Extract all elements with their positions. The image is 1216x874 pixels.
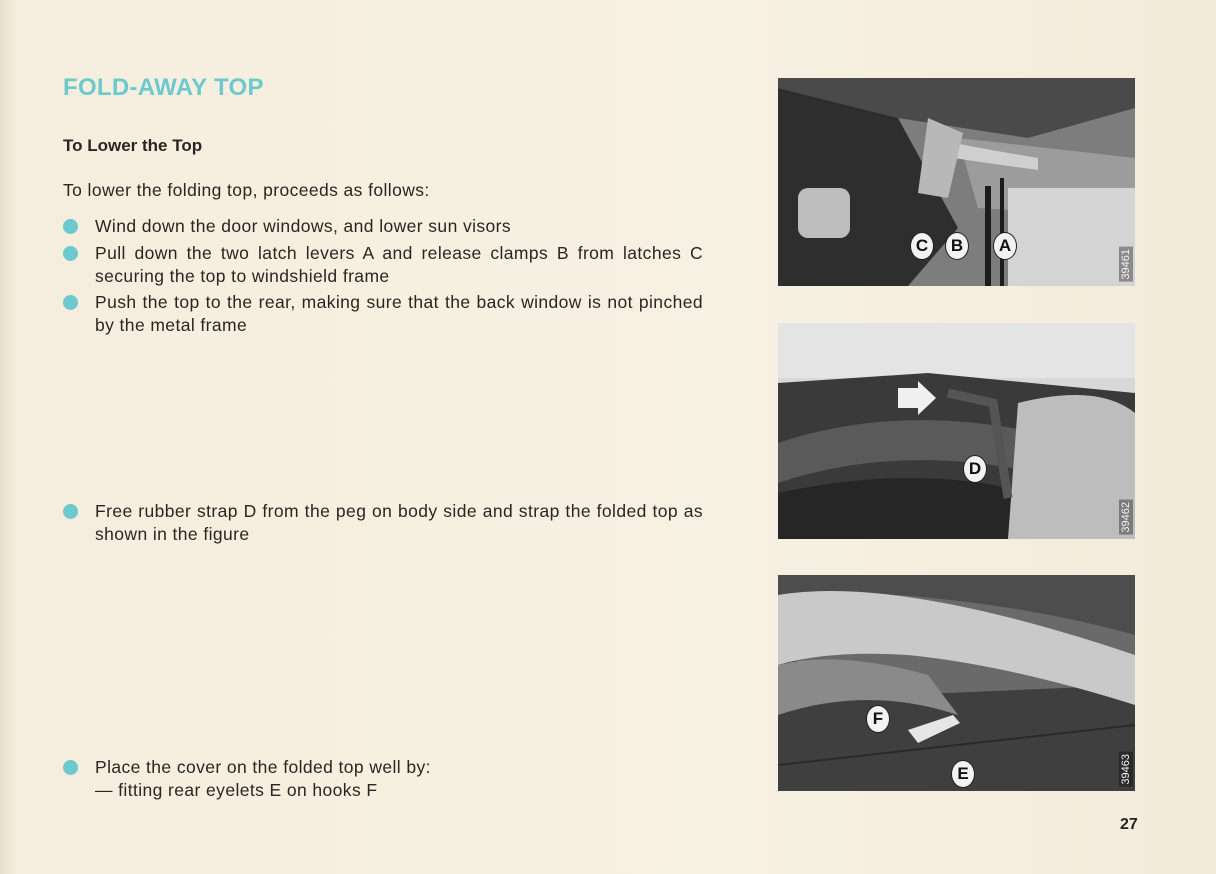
list-item-text: [95, 756, 703, 802]
page-number: 27: [1120, 816, 1138, 833]
list-item: [63, 242, 703, 288]
list-item-text: Push the top to the rear, making sure that the back window is not pinched by the metal frame: [95, 292, 703, 335]
bullet-icon: [63, 246, 78, 261]
figure-latch-levers: [778, 78, 1135, 286]
section-heading: FOLD-AWAY TOP: [63, 74, 264, 101]
bullet-icon: [63, 760, 78, 775]
photo-rubber-strap: [778, 323, 1135, 539]
list-item-text: Pull down the two latch levers A and release clamps B from latches C securing the top to windshield frame: [95, 243, 703, 286]
list-item: [63, 291, 703, 337]
list-item: [63, 500, 703, 546]
callout-f: F: [866, 705, 890, 733]
list-item: [63, 215, 703, 238]
figure-number: 39461: [1120, 249, 1132, 280]
callout-c: C: [910, 232, 934, 260]
list-item: [63, 756, 703, 802]
figure-number: 39462: [1120, 502, 1132, 533]
bullet-icon: [63, 504, 78, 519]
bullet-icon: [63, 219, 78, 234]
intro-text: To lower the folding top, proceeds as follows:: [63, 180, 430, 200]
callout-e: E: [951, 760, 975, 788]
subheading: To Lower the Top: [63, 136, 203, 155]
figure-rubber-strap: [778, 323, 1135, 539]
callout-d: D: [963, 455, 987, 483]
list-item-line: Place the cover on the folded top well by:: [95, 757, 431, 777]
photo-eyelets-hooks: [778, 575, 1135, 791]
callout-b: B: [945, 232, 969, 260]
figure-eyelets-hooks: [778, 575, 1135, 791]
list-item-text: Wind down the door windows, and lower sun visors: [95, 216, 512, 236]
bullet-icon: [63, 295, 78, 310]
list-item-text: Free rubber strap D from the peg on body side and strap the folded top as shown in the figure: [95, 501, 703, 544]
figure-number: 39463: [1120, 754, 1132, 785]
sub-item: — fitting rear eyelets E on hooks F: [95, 780, 378, 800]
callout-a: A: [993, 232, 1017, 260]
